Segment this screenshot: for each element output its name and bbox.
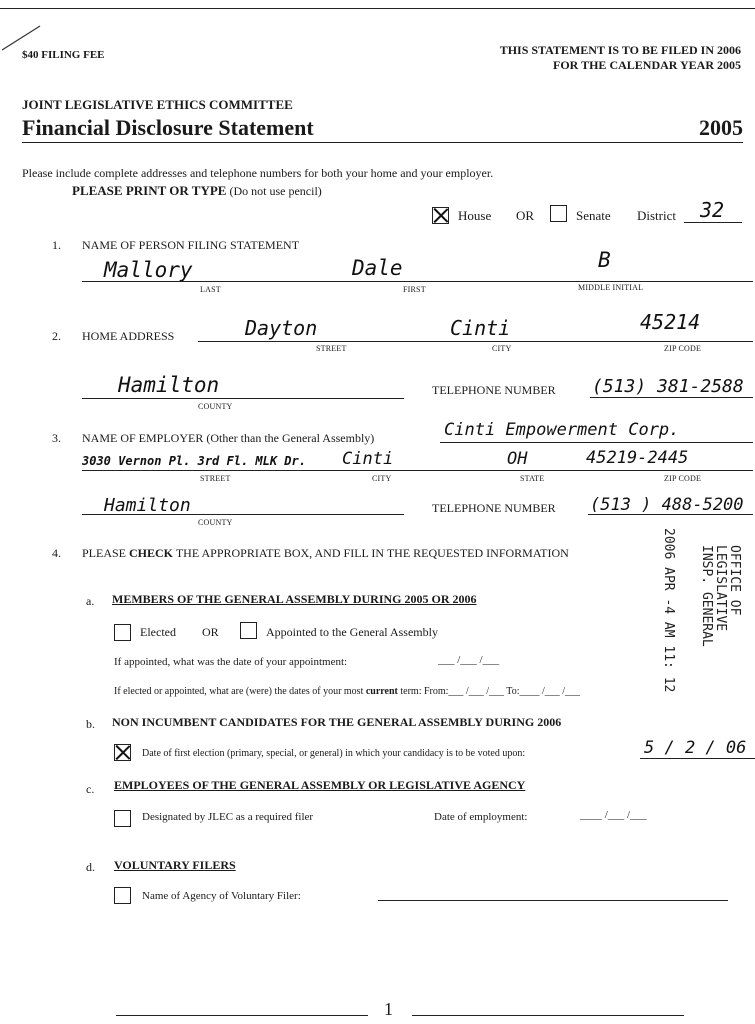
employment-date-label: Date of employment: bbox=[434, 811, 528, 823]
section-b-letter: b. bbox=[86, 717, 95, 731]
elected-checkbox[interactable] bbox=[114, 624, 131, 641]
employer-phone[interactable]: (513 ) 488-5200 bbox=[590, 495, 744, 515]
footer-rule-right bbox=[412, 1015, 684, 1016]
cap-first: FIRST bbox=[403, 285, 426, 294]
page-number: 1 bbox=[384, 999, 393, 1019]
elected-label: Elected bbox=[140, 625, 176, 639]
house-checkbox[interactable] bbox=[432, 207, 449, 224]
name-first[interactable]: Dale bbox=[352, 256, 403, 280]
name-line bbox=[82, 281, 753, 282]
appointed-label: Appointed to the General Assembly bbox=[266, 625, 438, 639]
committee-name: JOINT LEGISLATIVE ETHICS COMMITTEE bbox=[22, 97, 293, 112]
election-date[interactable]: 5 / 2 / 06 bbox=[644, 738, 747, 758]
employment-date-blank[interactable]: ____ /___ /___ bbox=[580, 809, 647, 821]
cap-emp-street: STREET bbox=[200, 474, 231, 483]
employer-state[interactable]: OH bbox=[507, 449, 528, 469]
appointment-date-blank[interactable]: ___ /___ /___ bbox=[438, 654, 500, 666]
cap-emp-zip: ZIP CODE bbox=[664, 474, 702, 483]
section-a-title: MEMBERS OF THE GENERAL ASSEMBLY DURING 2005 OR 2006 bbox=[112, 592, 477, 606]
q4-check: CHECK bbox=[129, 546, 174, 560]
cap-home-county: COUNTY bbox=[198, 402, 233, 411]
senate-checkbox[interactable] bbox=[550, 205, 567, 222]
statement-year: 2005 bbox=[699, 115, 743, 140]
cap-last: LAST bbox=[200, 285, 221, 294]
name-middle[interactable]: B bbox=[598, 248, 611, 272]
home-county[interactable]: Hamilton bbox=[118, 373, 220, 397]
filing-fee: $40 FILING FEE bbox=[22, 49, 105, 61]
home-street[interactable]: Dayton bbox=[245, 316, 318, 340]
no-pencil: (Do not use pencil) bbox=[229, 184, 322, 198]
candidate-checkbox[interactable] bbox=[114, 744, 131, 761]
employer-city[interactable]: Cinti bbox=[342, 449, 394, 469]
employer-phone-label: TELEPHONE NUMBER bbox=[432, 501, 556, 515]
district-value[interactable]: 32 bbox=[700, 198, 725, 222]
employer-street[interactable]: 3030 Vernon Pl. 3rd Fl. MLK Dr. bbox=[82, 454, 306, 468]
received-stamp-date: 2006 APR -4 AM 11: 12 bbox=[661, 528, 676, 693]
print-or-type: PLEASE PRINT OR TYPE bbox=[72, 183, 227, 198]
section-c-letter: c. bbox=[86, 782, 95, 796]
section-d-title: VOLUNTARY FILERS bbox=[114, 858, 236, 872]
cap-home-zip: ZIP CODE bbox=[664, 344, 702, 353]
employer-address-line bbox=[82, 470, 753, 471]
section-b-title: NON INCUMBENT CANDIDATES FOR THE GENERAL ASSEMBLY DURING 2006 bbox=[112, 715, 562, 729]
q4-label bbox=[82, 546, 569, 561]
appointed-checkbox[interactable] bbox=[240, 622, 257, 639]
q3-label: NAME OF EMPLOYER (Other than the General Assembly) bbox=[82, 431, 375, 445]
q4-number: 4. bbox=[52, 546, 61, 560]
employer-name[interactable]: Cinti Empowerment Corp. bbox=[444, 420, 680, 440]
cap-home-city: CITY bbox=[492, 344, 512, 353]
term-post: term: From:___ /___ /___ To:____ /___ /___ bbox=[400, 686, 581, 697]
instructions-line-1: Please include complete addresses and telephone numbers for both your home and your employer. bbox=[22, 166, 494, 180]
district-label: District bbox=[637, 208, 676, 223]
section-a-or: OR bbox=[202, 625, 219, 639]
cap-emp-city: CITY bbox=[372, 474, 392, 483]
election-date-line bbox=[640, 758, 755, 759]
q4-please: PLEASE bbox=[82, 546, 127, 560]
footer-rule-left bbox=[116, 1015, 368, 1016]
instructions-line-2 bbox=[72, 183, 322, 199]
section-c-title: EMPLOYEES OF THE GENERAL ASSEMBLY OR LEGISLATIVE AGENCY bbox=[114, 778, 526, 792]
filing-note-2: FOR THE CALENDAR YEAR 2005 bbox=[552, 58, 741, 72]
home-county-line bbox=[82, 398, 404, 399]
cap-middle: MIDDLE INITIAL bbox=[578, 283, 644, 292]
q2-label: HOME ADDRESS bbox=[82, 329, 175, 343]
jlec-text: Designated by JLEC as a required filer bbox=[142, 811, 314, 823]
section-a-letter: a. bbox=[86, 594, 95, 608]
voluntary-agency-line[interactable] bbox=[378, 900, 728, 901]
stamp-office-3: INSP. GENERAL bbox=[699, 545, 714, 647]
stamp-office-2: LEGISLATIVE bbox=[713, 545, 728, 632]
current-term-question bbox=[114, 686, 580, 697]
home-phone-line bbox=[590, 397, 753, 398]
q1-label: NAME OF PERSON FILING STATEMENT bbox=[82, 238, 300, 252]
q3-number: 3. bbox=[52, 431, 61, 445]
q1-number: 1. bbox=[52, 238, 61, 252]
home-address-line bbox=[198, 341, 753, 342]
jlec-checkbox[interactable] bbox=[114, 810, 131, 827]
senate-label: Senate bbox=[576, 208, 611, 223]
or-label: OR bbox=[516, 208, 535, 223]
employer-line bbox=[440, 442, 753, 443]
q2-number: 2. bbox=[52, 329, 61, 343]
employer-phone-line bbox=[588, 514, 753, 515]
employer-county[interactable]: Hamilton bbox=[104, 495, 191, 516]
cap-home-street: STREET bbox=[316, 344, 347, 353]
filing-note-1: THIS STATEMENT IS TO BE FILED IN 2006 bbox=[499, 43, 741, 57]
title-rule bbox=[22, 142, 743, 143]
term-pre: If elected or appointed, what are (were) the dates of your most bbox=[114, 686, 364, 697]
home-phone-label: TELEPHONE NUMBER bbox=[432, 383, 556, 397]
appointment-question: If appointed, what was the date of your appointment: bbox=[114, 656, 348, 668]
district-line bbox=[684, 222, 742, 223]
home-zip[interactable]: 45214 bbox=[640, 310, 701, 334]
name-last[interactable]: Mallory bbox=[104, 258, 193, 282]
section-d-letter: d. bbox=[86, 860, 95, 874]
house-label: House bbox=[458, 208, 492, 223]
voluntary-agency-label: Name of Agency of Voluntary Filer: bbox=[142, 890, 301, 902]
employer-county-line bbox=[82, 514, 404, 515]
term-current: current bbox=[365, 686, 398, 697]
employer-zip[interactable]: 45219-2445 bbox=[586, 448, 689, 468]
voluntary-checkbox[interactable] bbox=[114, 887, 131, 904]
home-city[interactable]: Cinti bbox=[450, 316, 511, 340]
page-title: Financial Disclosure Statement bbox=[22, 115, 314, 140]
top-border bbox=[0, 8, 755, 9]
q4-rest: THE APPROPRIATE BOX, AND FILL IN THE REQUESTED INFORMATION bbox=[175, 546, 569, 560]
home-phone[interactable]: (513) 381-2588 bbox=[592, 376, 744, 397]
cap-emp-county: COUNTY bbox=[198, 518, 233, 527]
candidate-text: Date of first election (primary, special, or general) in which your candidacy is to be voted upon: bbox=[142, 748, 526, 759]
stamp-office-1: OFFICE OF bbox=[727, 545, 742, 616]
cap-emp-state: STATE bbox=[520, 474, 545, 483]
